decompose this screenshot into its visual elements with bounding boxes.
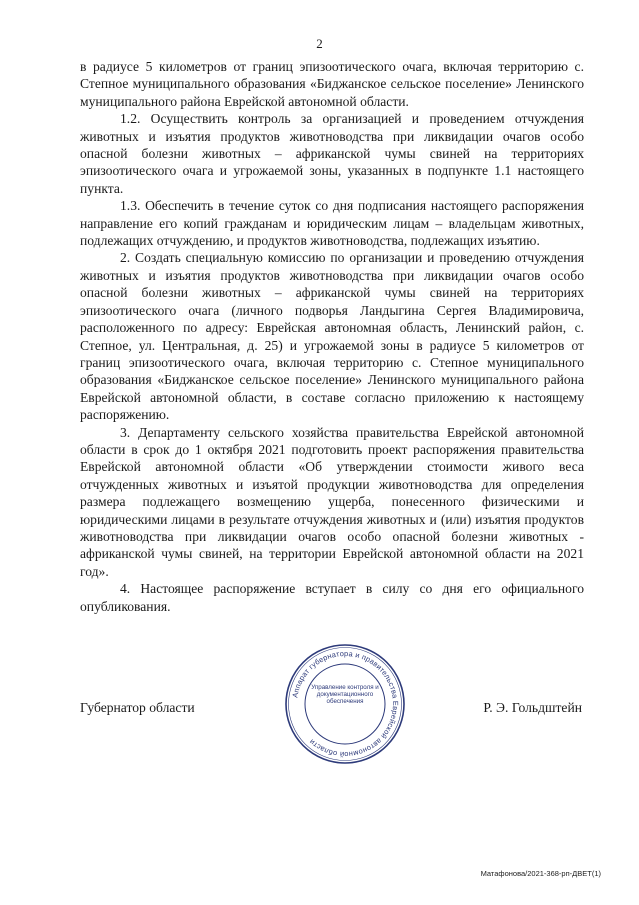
paragraph-1-2: 1.2. Осуществить контроль за организацией и проведением отчуждения животных и изъятия продуктов животноводства при ликвидации очагов особо опасной болезни животных – африканской чумы свиней на территориях эпизоотического очага и угрожаемой зоны, указанных в подпункте 1.1 настоящего пункта. xyxy=(80,111,584,196)
official-stamp xyxy=(283,642,407,766)
stamp-ring-text: Аппарат губернатора и правительства Еврейской автономной области xyxy=(290,648,401,760)
signatory-title: Губернатор области xyxy=(80,700,195,715)
signatory-name: Р. Э. Гольдштейн xyxy=(483,700,582,715)
page-number: 2 xyxy=(316,36,323,51)
paragraph-4: 4. Настоящее распоряжение вступает в силу со дня его официального опубликования. xyxy=(80,581,584,614)
paragraph-1-continuation: в радиусе 5 километров от границ эпизоотического очага, включая территорию с. Степное муниципального образования «Биджанское сельское поселение» Ленинского муниципального района Еврейской автономной области. xyxy=(80,59,584,109)
document-code: Матафонова/2021-368-рп-ДВЕТ(1) xyxy=(480,869,601,878)
paragraph-1-3: 1.3. Обеспечить в течение суток со дня подписания настоящего распоряжения направление его копий гражданам и юридическим лицам – владельцам животных, подлежащих отчуждению, и продуктов животноводства, подлежащих изъятию. xyxy=(80,198,584,249)
stamp-center-text: Управление контроля и документационного обеспечения xyxy=(311,684,379,706)
paragraph-2: 2. Создать специальную комиссию по организации и проведению отчуждения животных и изъятия продуктов животноводства при ликвидации очагов особо опасной болезни животных – африканской чумы свиней на территориях эпизоотического очага (личного подворья Ландыгина Сергея Владимировича, расположенного по адресу: Еврейская автономная область, Ленинский район, с. Степное, ул. Центральная, д. 25) и угрожаемой зоны в радиусе 5 километров от границ эпизоотического очага, включая территорию с. Степное муниципального образования «Биджанское сельское поселение» Ленинского муниципального района Еврейской автономной области, в составе согласно приложению к настоящему распоряжению. xyxy=(80,250,584,423)
paragraph-3: 3. Департаменту сельского хозяйства правительства Еврейской автономной области в срок до 1 октября 2021 подготовить проект распоряжения правительства Еврейской автономной области «Об утверждении стоимости живого веса отчужденных животных и изъятой продукции животноводства для определения размера подлежащего возмещению ущерба, понесенного физическими и юридическими лицами в результате отчуждения животных и (или) изъятия продуктов животноводства при ликвидации очагов особо опасной болезни животных - африканской чумы свиней, на территории Еврейской автономной области на 2021 год». xyxy=(80,424,584,579)
document-body xyxy=(80,58,584,615)
